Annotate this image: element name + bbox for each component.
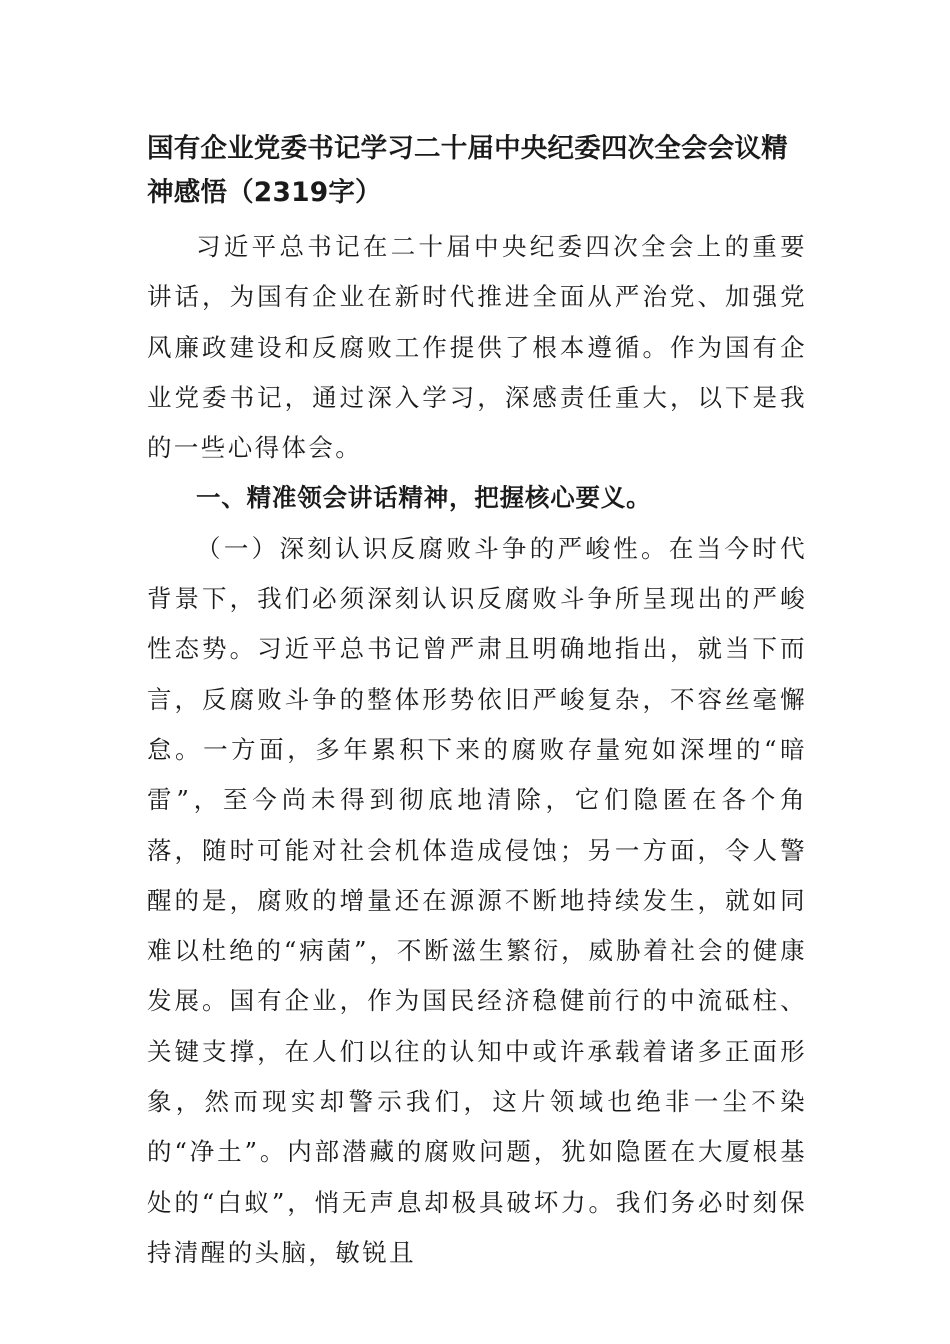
document-title: 国有企业党委书记学习二十届中央纪委四次全会会议精神感悟（2319字） xyxy=(147,133,788,208)
section-heading: 一、精准领会讲话精神，把握核心要义。 xyxy=(196,483,652,513)
body-paragraph: （一）深刻认识反腐败斗争的严峻性。在当今时代背景下，我们必须深刻认识反腐败斗争所呈现出的严峻性态势。习近平总书记曾严肃且明确地指出，就当下而言，反腐败斗争的整体形势依旧严峻复杂，不容丝毫懈怠。一方面，多年累积下来的腐败存量宛如深埋的“暗雷”，至今尚未得到彻底地清除，它们隐匿在各个角落，随时可能对社会机体造成侵蚀；另一方面，令人警醒的是，腐败的增量还在源源不断地持续发生，就如同难以杜绝的“病菌”，不断滋生繁衍，威胁着社会的健康发展。国有企业，作为国民经济稳健前行的中流砥柱、关键支撑，在人们以往的认知中或许承载着诸多正面形象，然而现实却警示我们，这片领域也绝非一尘不染的“净土”。内部潜藏的腐败问题，犹如隐匿在大厦根基处的“白蚁”，悄无声息却极具破坏力。我们务必时刻保持清醒的头脑，敏锐且 xyxy=(147,533,807,1267)
intro-paragraph: 习近平总书记在二十届中央纪委四次全会上的重要讲话，为国有企业在新时代推进全面从严治党、加强党风廉政建设和反腐败工作提供了根本遵循。作为国有企业党委书记，通过深入学习，深感责任重大，以下是我的一些心得体会。 xyxy=(147,232,807,463)
document-page xyxy=(147,127,807,1278)
